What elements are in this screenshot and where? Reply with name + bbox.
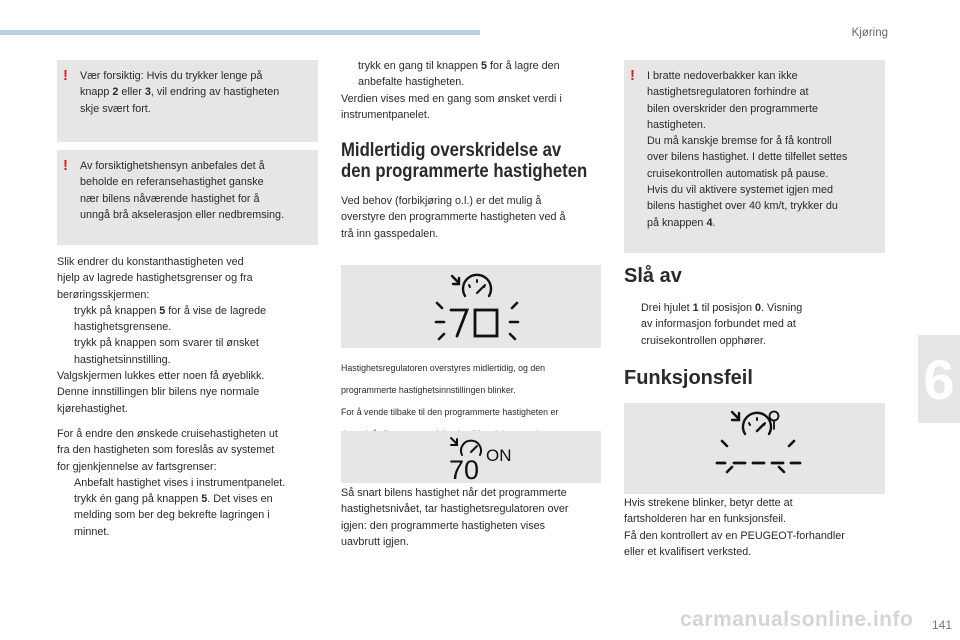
warning-text: knapp 2 eller 3, vil endring av hastigheten [80,86,280,99]
body-text: For å endre den ønskede cruisehastigheten ut [57,427,278,440]
list-item: trykk én gang på knappen 5. Det vises en melding som ber deg bekrefte lagringen i minnet. [57,491,318,540]
body-text: hjelp av lagrede hastighetsgrenser og fra [57,272,253,285]
arrow-icon [451,438,457,445]
warning-text: cruisekontrollen automatisk på pause. [647,167,829,180]
section-heading-malfunction: Funksjonsfeil [624,366,753,389]
arrow-icon [452,276,458,282]
body-text: Verdien vises med en gang som ønsket verdi i [341,92,562,105]
body-text: Valgskjermen lukkes etter noen få øyeblikk. [57,370,265,383]
body-text: for gjenkjennelse av fartsgrenser: [57,460,217,473]
bullet-icon [57,303,74,336]
figure-speed-override [341,265,601,348]
paragraph-malfunction [624,495,886,560]
paragraph-speed-limits [57,254,318,417]
body-text: Slik endrer du konstanthastigheten ved [57,256,244,268]
watermark: carmanualsonline.info [680,608,914,631]
warning-text: skje svært fort. [80,102,151,115]
warning-text: hastigheten. [647,118,706,131]
digit-seven [451,310,467,336]
paragraph-override [341,193,603,242]
warning-text: over bilens hastighet. I dette tilfellet settes [647,151,848,164]
arrow-icon [732,412,739,420]
bullet-icon [57,475,74,491]
figure-speed-on [341,431,601,483]
chapter-tab [918,335,960,423]
warning-icon: ! [630,67,635,84]
list-item: trykk på knappen 5 for å vise de lagrede hastighetsgrensene. [57,303,318,336]
list-item: Drei hjulet 1 til posisjon 0. Visning av informasjon forbundet med at cruisekontrollen opphører. [624,300,885,349]
warning-text: Hvis du vil aktivere systemet igjen med [647,184,834,197]
body-text: Så snart bilens hastighet når det programmerte [341,487,567,499]
warning-text: hastighetsregulatoren forhindre at [647,86,809,99]
warning-icon: ! [63,157,68,174]
body-text: kjørehastighet. [57,402,128,415]
bullet-icon [57,491,74,540]
paragraph-recommended-speed [57,426,318,540]
body-text: Denne innstillingen blir bilens nye normale [57,386,260,399]
warning-text: unngå brå akselerasjon eller nedbremsing. [80,208,285,221]
chapter-number: 6 [923,347,955,411]
body-text: trå inn gasspedalen. [341,227,439,240]
body-text: fra den hastigheten som foreslås av systemet [57,444,275,457]
body-text: berøringsskjermen: [57,288,150,301]
body-text: uavbrutt igjen. [341,535,409,548]
bullet-icon [341,58,358,91]
caption-text: For å vende tilbake til den programmerte hastigheten er [341,406,559,418]
body-text: hastighetsnivået, tar hastighetsregulatoren over [341,503,569,516]
body-text: Hvis strekene blinker, betyr dette at [624,497,793,509]
figure-malfunction [624,403,885,494]
caption-text: programmerte hastighetsinnstillingen blinker. [341,384,516,396]
column-left [57,60,318,540]
caption-text: Hastighetsregulatoren overstyres midlertidig, og den [341,362,546,374]
column-right [624,60,885,389]
warning-text: bilen overskrider den programmerte [647,102,819,115]
warning-box-long-press [57,60,318,142]
warning-text: på knappen 4. [647,216,716,229]
body-text: overstyre den programmerte hastigheten ved å [341,211,566,224]
paragraph-resume [341,485,603,550]
warning-icon: ! [63,67,68,84]
speed-value: 70 [449,455,480,483]
bullet-icon [57,335,74,368]
section-heading-override: Midlertidig overskridelse av den programmerte hastigheten [341,140,588,183]
warning-text: nær bilens nåværende hastighet for å [80,192,260,205]
cruise-blink-illustration [341,265,601,348]
body-text: instrumentpanelet. [341,108,430,121]
warning-text: Vær forsiktig: Hvis du trykker lenge på [80,70,263,82]
warning-box-downhill [624,60,885,253]
cruise-fault-illustration [624,403,885,494]
column-middle [341,58,603,242]
warning-text: I bratte nedoverbakker kan ikke [647,70,798,82]
body-text: Ved behov (forbikjøring o.l.) er det mulig å [341,195,542,208]
section-heading-off: Slå av [624,265,682,287]
warning-text: Av forsiktighetshensyn anbefales det å [80,160,265,172]
body-text: igjen: den programmerte hastigheten vises [341,519,546,532]
header-rule [0,30,480,35]
warning-text: bilens hastighet over 40 km/t, trykker du [647,200,838,213]
bullet-icon [624,300,641,349]
digit-zero [475,310,497,336]
list-item: Anbefalt hastighet vises i instrumentpanelet. [57,475,318,491]
warning-box-reference-speed [57,150,318,245]
warning-text: beholde en referansehastighet ganske [80,176,264,189]
cruise-on-illustration [341,431,601,483]
list-item: trykk på knappen som svarer til ønsket hastighetsinnstilling. [57,335,318,368]
on-label: ON [486,446,512,465]
body-text: fartsholderen har en funksjonsfeil. [624,513,787,526]
body-text: eller et kvalifisert verksted. [624,545,752,558]
page-number: 141 [931,618,952,632]
list-item: trykk en gang til knappen 5 for å lagre den anbefalte hastigheten. [341,58,603,91]
warning-text: Du må kanskje bremse for å få kontroll [647,135,832,148]
section-title: Kjøring [851,27,888,39]
body-text: Få den kontrollert av en PEUGEOT-forhandler [624,529,845,542]
